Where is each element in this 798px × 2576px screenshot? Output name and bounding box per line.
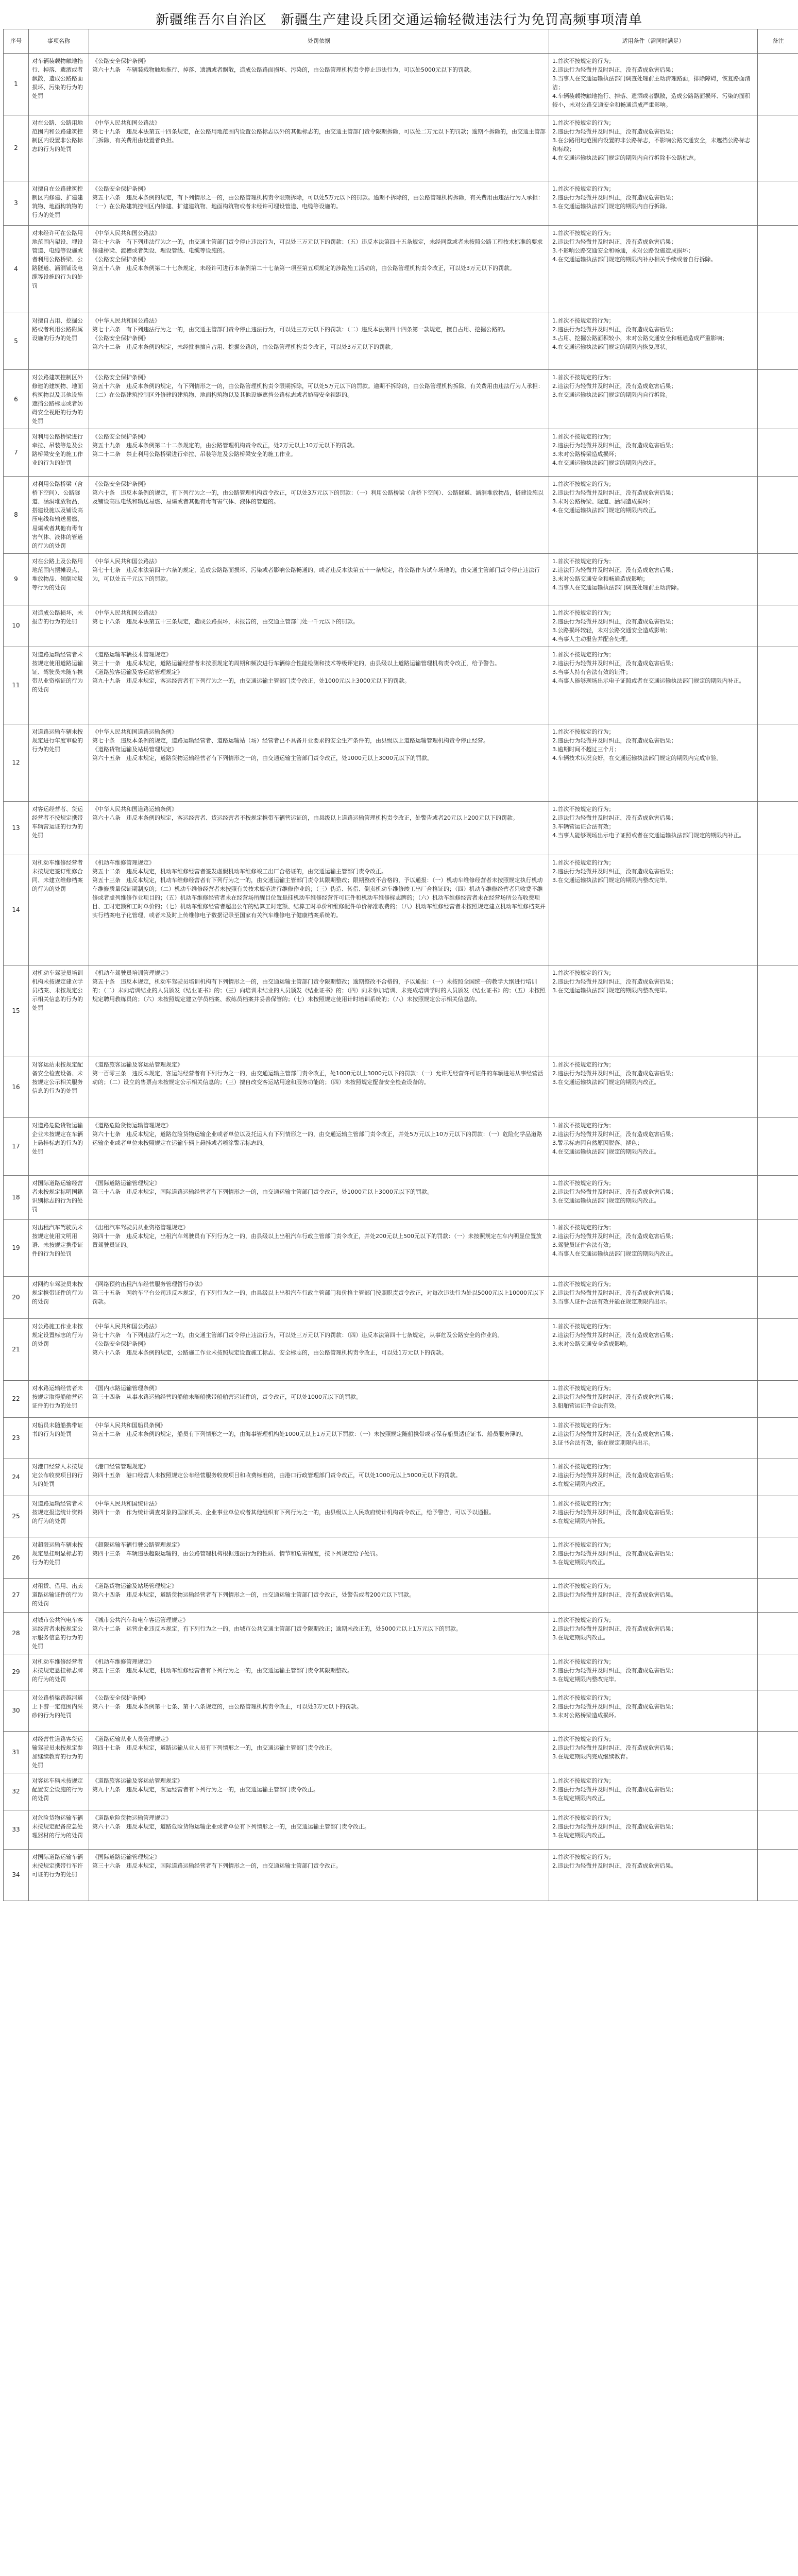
table-row (4, 647, 798, 724)
row-number: 20 (4, 1276, 29, 1318)
row-legal-basis: 《公路安全保护条例》 第六十条 违反本条例的规定，有下列行为之一的，由公路管理机构责令改正，可以处3万元以下的罚款：（一）利用公路桥梁（含桥下空间）、公路隧道、涵洞堆放物品，搭建设施以及铺设高压电线和输送易燃、易爆或者其他有毒有害气体、液体的管道的。 (89, 477, 549, 553)
table-row (4, 855, 798, 965)
row-note (758, 801, 798, 855)
row-legal-basis: 《国内水路运输管理条例》 第三十四条 从事水路运输经营的船舶未随船携带船舶营运证件的，责令改正，可以处1000元以下的罚款。 (89, 1380, 549, 1417)
row-conditions: 1.首次不按规定的行为； 2.违法行为轻微并及时纠正，没有造成危害后果。 (549, 1578, 758, 1612)
row-number: 2 (4, 115, 29, 181)
row-legal-basis: 《中华人民共和国道路运输条例》 第六十八条 违反本条例的规定，客运经营者、货运经营者不按规定携带车辆营运证的，由县级以上道路运输管理机构责令改正，处警告或者20元以上200元以下的罚款。 (89, 801, 549, 855)
row-note (758, 181, 798, 226)
table-row (4, 1732, 798, 1773)
row-legal-basis: 《道路运输车辆技术管理规定》 第三十一条 违反本规定，道路运输经营者未按照规定的周期和频次进行车辆综合性能检测和技术等级评定的，由县级以上道路运输管理机构责令改正，给予警告。 《道路旅客运输及客运站管理规定》 第九十九条 违反本规定，客运经营者有下列行为之一的，由交通运输主管部门责令改正，处1000元以上3000元以下的罚款。 (89, 647, 549, 724)
row-note (758, 1459, 798, 1496)
row-note (758, 313, 798, 370)
row-note (758, 226, 798, 313)
row-conditions: 1.首次不按规定的行为； 2.违法行为轻微并及时纠正，没有造成危害后果； 3.未对公路交通安全造成影响。 (549, 1318, 758, 1380)
row-item-name: 对国际道路运输车辆未按规定携带行车许可证的行为的处罚 (29, 1850, 89, 1901)
row-note (758, 1810, 798, 1850)
row-note (758, 1318, 798, 1380)
row-item-name: 对车辆装载物触地拖行、掉落、遗洒或者飘散，造成公路路面损坏、污染的行为的处罚 (29, 54, 89, 115)
row-conditions: 1.首次不按规定的行为； 2.违法行为轻微并及时纠正，没有造成危害后果； 3.在公路用地范围内设置的非公路标志，不影响公路交通安全，未遮挡公路标志和标线； 4.在交通运输执法部门规定的期限内自行拆除非公路标志。 (549, 115, 758, 181)
table-row (4, 1057, 798, 1117)
row-note (758, 1654, 798, 1690)
row-item-name: 对危险货物运输车辆未按规定配备应急处理器材的行为的处罚 (29, 1810, 89, 1850)
table-row (4, 965, 798, 1057)
row-legal-basis: 《道路旅客运输及客运站管理规定》 第九十九条 违反本规定，客运经营者有下列行为之一的，由交通运输主管部门责令改正。 (89, 1773, 549, 1810)
row-legal-basis: 《道路旅客运输及客运站管理规定》 第一百零三条 违反本规定，客运站经营者有下列行为之一的，由交通运输主管部门责令改正，处1000元以上3000元以下的罚款：（一）允许无经营许可证件的车辆进站从事经营活动的；（二）设立的售票点未按规定公示相关信息的；（三）擅自改变客运站用途和服务功能的；（四）未按照规定配备安全检查设备的。 (89, 1057, 549, 1117)
row-legal-basis: 《中华人民共和国公路法》 第七十八条 违反本法第五十三条规定，造成公路损坏，未报告的，由交通主管部门处一千元以下的罚款。 (89, 605, 549, 647)
row-note (758, 1537, 798, 1578)
header-no: 序号 (4, 29, 29, 54)
row-legal-basis: 《超限运输车辆行驶公路管理规定》 第四十三条 车辆违法超限运输的，由公路管理机构根据违法行为的性质、情节和危害程度，按下列规定给予处罚。 (89, 1537, 549, 1578)
table-row (4, 1690, 798, 1732)
row-number: 19 (4, 1219, 29, 1276)
row-conditions: 1.首次不按规定的行为； 2.违法行为轻微并及时纠正，没有造成危害后果； 3.在规定期限内改正。 (549, 1537, 758, 1578)
row-conditions: 1.首次不按规定的行为； 2.违法行为轻微并及时纠正，没有造成危害后果。 (549, 1850, 758, 1901)
row-legal-basis: 《中华人民共和国公路法》 第七十七条 违反本法第四十六条的规定，造成公路路面损坏、污染或者影响公路畅通的，或者违反本法第五十一条规定，将公路作为试车场地的，由交通主管部门责令停止违法行为，可以处五千元以下的罚款。 (89, 553, 549, 605)
row-item-name: 对客运站未按规定配备安全检查设备、未按规定公示相关服务信息的行为的处罚 (29, 1057, 89, 1117)
row-number: 24 (4, 1459, 29, 1496)
row-item-name: 对经营性道路客货运输驾驶员未按规定参加继续教育的行为的处罚 (29, 1732, 89, 1773)
row-note (758, 605, 798, 647)
row-item-name: 对国际道路运输经营者未按规定标明国籍识别标志的行为的处罚 (29, 1175, 89, 1219)
row-item-name: 对在公路上及公路用地范围内摆摊设点、堆放物品、倾倒垃圾等行为的处罚 (29, 553, 89, 605)
row-note (758, 1850, 798, 1901)
row-note (758, 477, 798, 553)
row-note (758, 1496, 798, 1537)
row-number: 9 (4, 553, 29, 605)
row-note (758, 1612, 798, 1654)
row-item-name: 对港口经营人未按规定公布收费项目的行为的处罚 (29, 1459, 89, 1496)
row-conditions: 1.首次不按规定的行为； 2.违法行为轻微并及时纠正，没有造成危害后果； 3.逾期时间不超过三个月； 4.车辆技术状况良好，在交通运输执法部门规定的期限内完成审验。 (549, 724, 758, 801)
row-legal-basis: 《道路危险货物运输管理规定》 第六十七条 违反本规定，道路危险货物运输企业或者单位以及托运人有下列情形之一的，由交通运输主管部门责令改正，并处5万元以上10万元以下的罚款：（一）危险化学品道路运输企业或者单位未按照规定在运输车辆上悬挂或者喷涂警示标志的。 (89, 1117, 549, 1175)
row-number: 12 (4, 724, 29, 801)
row-note (758, 1117, 798, 1175)
header-basis: 处罚依据 (89, 29, 549, 54)
table-header-row (4, 29, 798, 54)
row-legal-basis: 《公路安全保护条例》 第五十九条 违反本条例第二十二条规定的，由公路管理机构责令改正，处2万元以上10万元以下的罚款。 第二十二条 禁止利用公路桥梁进行牵拉、吊装等危及公路桥梁安全的施工作业。 (89, 429, 549, 477)
row-number: 28 (4, 1612, 29, 1654)
row-item-name: 对在公路、公路用地范围内和公路建筑控制区内设置非公路标志的行为的处罚 (29, 115, 89, 181)
row-item-name: 对利用公路桥梁进行牵拉、吊装等危及公路桥梁安全的施工作业的行为的处罚 (29, 429, 89, 477)
row-number: 22 (4, 1380, 29, 1417)
row-note (758, 1175, 798, 1219)
row-legal-basis: 《国际道路运输管理规定》 第三十八条 违反本规定，国际道路运输经营者有下列情形之一的，由交通运输主管部门责令改正，处1000元以上3000元以下的罚款。 (89, 1175, 549, 1219)
row-number: 17 (4, 1117, 29, 1175)
row-number: 23 (4, 1417, 29, 1459)
row-conditions: 1.首次不按规定的行为； 2.违法行为轻微并及时纠正，没有造成危害后果； 3.未对公路桥梁造成损坏； 4.在交通运输执法部门规定的期限内改正。 (549, 429, 758, 477)
row-conditions: 1.首次不按规定的行为； 2.违法行为轻微并及时纠正，没有造成危害后果； 3.当事人在交通运输执法部门调查处理前主动清理路面，排除障碍，恢复路面清洁； 4.车辆装载物触地拖行、掉落、遗洒或者飘散，造成公路路面损坏、污染的面积较小，未对公路交通安全和畅通造成严重影响。 (549, 54, 758, 115)
row-note (758, 965, 798, 1057)
row-legal-basis: 《中华人民共和国统计法》 第四十一条 作为统计调查对象的国家机关、企业事业单位或者其他组织有下列行为之一的，由县级以上人民政府统计机构责令改正，给予警告，可以予以通报。 (89, 1496, 549, 1537)
table-row (4, 1459, 798, 1496)
table-row (4, 1318, 798, 1380)
row-item-name: 对超限运输车辆未按规定悬挂明显标志的行为的处罚 (29, 1537, 89, 1578)
row-legal-basis: 《公路安全保护条例》 第六十九条 车辆装载物触地拖行、掉落、遗洒或者飘散，造成公路路面损坏、污染的，由公路管理机构责令停止违法行为，可以处5000元以下的罚款。 (89, 54, 549, 115)
row-number: 27 (4, 1578, 29, 1612)
row-conditions: 1.首次不按规定的行为； 2.违法行为轻微并及时纠正，没有造成危害后果； 3.在规定期限内改正。 (549, 1810, 758, 1850)
table-row (4, 1810, 798, 1850)
row-number: 34 (4, 1850, 29, 1901)
table-body (4, 54, 798, 1901)
row-legal-basis: 《公路安全保护条例》 第六十一条 违反本条例第十七条、第十八条规定的，由公路管理机构责令改正，可以处3万元以下的罚款。 (89, 1690, 549, 1732)
row-conditions: 1.首次不按规定的行为； 2.违法行为轻微并及时纠正，没有造成危害后果； 3.在规定期限内补报。 (549, 1496, 758, 1537)
row-conditions: 1.首次不按规定的行为； 2.违法行为轻微并及时纠正，没有造成危害后果； 3.在规定期限内整改完毕。 (549, 1654, 758, 1690)
row-conditions: 1.首次不按规定的行为； 2.违法行为轻微并及时纠正，没有造成危害后果； 3.在交通运输执法部门规定的期限内整改完毕。 (549, 855, 758, 965)
row-conditions: 1.首次不按规定的行为； 2.违法行为轻微并及时纠正，没有造成危害后果； 3.证书合法有效，能在规定期限内出示。 (549, 1417, 758, 1459)
row-legal-basis: 《中华人民共和国公路法》 第七十九条 违反本法第五十四条规定，在公路用地范围内设置公路标志以外的其他标志的，由交通主管部门责令限期拆除，可以处二万元以下的罚款；逾期不拆除的，由交通主管部门拆除，有关费用由设置者负担。 (89, 115, 549, 181)
row-item-name: 对机动车维修经营者未按规定签订维修合同、未建立维修档案的行为的处罚 (29, 855, 89, 965)
row-note (758, 1417, 798, 1459)
row-item-name: 对公路施工作业未按规定设置标志的行为的处罚 (29, 1318, 89, 1380)
row-note (758, 370, 798, 429)
row-number: 15 (4, 965, 29, 1057)
row-conditions: 1.首次不按规定的行为； 2.违法行为轻微并及时纠正，没有造成危害后果； 3.在规定期限内改正。 (549, 1773, 758, 1810)
table-row (4, 226, 798, 313)
row-conditions: 1.首次不按规定的行为； 2.违法行为轻微并及时纠正，没有造成危害后果； 3.当事人证件合法有效并能在规定期限内出示。 (549, 1276, 758, 1318)
row-conditions: 1.首次不按规定的行为； 2.违法行为轻微并及时纠正，没有造成危害后果； 3.车辆营运证合法有效； 4.当事人能够现场出示电子证照或者在交通运输执法部门规定的期限内补正。 (549, 801, 758, 855)
row-legal-basis: 《网络预约出租汽车经营服务管理暂行办法》 第三十五条 网约车平台公司违反本规定，有下列行为之一的，由县级以上出租汽车行政主管部门和价格主管部门按照职责责令改正，对每次违法行为处以5000元以上10000元以下罚款。 (89, 1276, 549, 1318)
row-number: 4 (4, 226, 29, 313)
row-note (758, 1380, 798, 1417)
row-item-name: 对公路建筑控制区外修建的建筑物、地面构筑物以及其他设施遮挡公路标志或者妨碍安全视距的行为的处罚 (29, 370, 89, 429)
table-row (4, 724, 798, 801)
table-row (4, 54, 798, 115)
row-legal-basis: 《中华人民共和国船员条例》 第五十二条 违反本条例的规定，船员有下列情形之一的，由海事管理机构处1000元以上1万元以下罚款：（一）未按照规定随船携带或者保存船员适任证书、船员服务簿的。 (89, 1417, 549, 1459)
row-number: 10 (4, 605, 29, 647)
row-legal-basis: 《中华人民共和国公路法》 第七十六条 有下列违法行为之一的，由交通主管部门责令停止违法行为，可以处三万元以下的罚款：（五）违反本法第四十五条规定，未经同意或者未按照公路工程技术标准的要求修建桥梁、渡槽或者架设、埋设管线、电缆等设施的。 《公路安全保护条例》 第五十八条 违反本条例第二十七条规定，未经许可进行本条例第二十七条第一项至第五项规定的涉路施工活动的，由公路管理机构责令改正，可以处3万元以下的罚款。 (89, 226, 549, 313)
row-number: 32 (4, 1773, 29, 1810)
row-note (758, 724, 798, 801)
table-row (4, 1850, 798, 1901)
row-legal-basis: 《国际道路运输管理规定》 第三十六条 违反本规定，国际道路运输经营者有下列情形之一的，由交通运输主管部门责令改正。 (89, 1850, 549, 1901)
row-number: 5 (4, 313, 29, 370)
table-row (4, 1537, 798, 1578)
row-number: 13 (4, 801, 29, 855)
row-item-name: 对网约车驾驶员未按规定携带证件的行为的处罚 (29, 1276, 89, 1318)
row-number: 6 (4, 370, 29, 429)
row-conditions: 1.首次不按规定的行为； 2.违法行为轻微并及时纠正，没有造成危害后果； 3.当事人持有合法有效的证件； 4.当事人能够现场出示电子证照或者在交通运输执法部门规定的期限内补正。 (549, 647, 758, 724)
row-number: 18 (4, 1175, 29, 1219)
header-name: 事项名称 (29, 29, 89, 54)
row-legal-basis: 《港口经营管理规定》 第四十五条 港口经营人未按照规定公布经营服务收费项目和收费标准的，由港口行政管理部门责令改正，可以处1000元以上5000元以下的罚款。 (89, 1459, 549, 1496)
row-note (758, 1773, 798, 1810)
row-legal-basis: 《中华人民共和国公路法》 第七十六条 有下列违法行为之一的，由交通主管部门责令停止违法行为，可以处三万元以下的罚款：（二）违反本法第四十四条第一款规定，擅自占用、挖掘公路的。 《公路安全保护条例》 第六十二条 违反本条例的规定，未经批准擅自占用、挖掘公路的，由公路管理机构责令改正，可以处3万元以下的罚款。 (89, 313, 549, 370)
row-conditions: 1.首次不按规定的行为； 2.违法行为轻微并及时纠正，没有造成危害后果； 3.在交通运输执法部门规定的期限内改正。 (549, 1057, 758, 1117)
table-row (4, 801, 798, 855)
row-legal-basis: 《道路运输从业人员管理规定》 第四十七条 违反本规定，道路运输从业人员有下列情形之一的，由交通运输主管部门责令改正。 (89, 1732, 549, 1773)
row-note (758, 1732, 798, 1773)
table-row (4, 605, 798, 647)
table-row (4, 1380, 798, 1417)
row-note (758, 647, 798, 724)
row-legal-basis: 《机动车驾驶员培训管理规定》 第五十条 违反本规定，机动车驾驶员培训机构有下列情形之一的，由交通运输主管部门责令限期整改；逾期整改不合格的，予以通报：（一）未按照全国统一的教学大纲进行培训的；（二）未向培训结业的人员颁发《结业证书》的；（三）向培训未结业的人员颁发《结业证书》的；（四）向未参加培训、未完成培训学时的人员颁发《结业证书》的；（五）未按照规定聘用教练员的；（六）未按照规定建立学员档案、教练员档案并妥善保管的；（七）未按照规定使用计时培训系统的；（八）未按照规定公示相关信息的。 (89, 965, 549, 1057)
table-row (4, 370, 798, 429)
row-number: 8 (4, 477, 29, 553)
row-item-name: 对擅自在公路建筑控制区内修建、扩建建筑物、地面构筑物的行为的处罚 (29, 181, 89, 226)
row-legal-basis: 《城市公共汽车和电车客运管理规定》 第六十二条 运营企业违反本规定，有下列行为之一的，由城市公共交通主管部门责令限期改正；逾期未改正的，处5000元以上1万元以下的罚款。 (89, 1612, 549, 1654)
row-conditions: 1.首次不按规定的行为； 2.违法行为轻微并及时纠正，没有造成危害后果； 3.不影响公路交通安全和畅通，未对公路设施造成损坏； 4.在交通运输执法部门规定的期限内补办相关手续或者自行拆除。 (549, 226, 758, 313)
table-row (4, 1417, 798, 1459)
row-item-name: 对机动车驾驶员培训机构未按规定建立学员档案、未按规定公示相关信息的行为的处罚 (29, 965, 89, 1057)
table-row (4, 1654, 798, 1690)
row-item-name: 对城市公共汽电车客运经营者未按规定公示服务信息的行为的处罚 (29, 1612, 89, 1654)
row-legal-basis: 《机动车维修管理规定》 第五十三条 违反本规定，机动车维修经营者有下列行为之一的，由交通运输主管部门责令其限期整改。 (89, 1654, 549, 1690)
row-note (758, 1057, 798, 1117)
row-item-name: 对造成公路损坏，未报告的行为的处罚 (29, 605, 89, 647)
table-row (4, 1219, 798, 1276)
table-row (4, 1578, 798, 1612)
row-number: 14 (4, 855, 29, 965)
row-item-name: 对未经许可在公路用地范围内架设、埋设管道、电缆等设施或者利用公路桥梁、公路隧道、涵洞铺设电缆等设施的行为的处罚 (29, 226, 89, 313)
row-number: 25 (4, 1496, 29, 1537)
table-row (4, 1496, 798, 1537)
header-note: 备注 (758, 29, 798, 54)
document-title: 新疆维吾尔自治区 新疆生产建设兵团交通运输轻微违法行为免罚高频事项清单 (155, 12, 642, 28)
row-legal-basis: 《中华人民共和国公路法》 第七十六条 有下列违法行为之一的，由交通主管部门责令停止违法行为，可以处三万元以下的罚款：（四）违反本法第四十七条规定，从事危及公路安全的作业的。 《公路安全保护条例》 第六十八条 违反本条例的规定，公路施工作业未按照规定设置施工标志、安全标志的，由公路管理机构责令改正，可以处1万元以下的罚款。 (89, 1318, 549, 1380)
row-legal-basis: 《机动车维修管理规定》 第五十二条 违反本规定，机动车维修经营者签发虚假机动车维修竣工出厂合格证的，由交通运输主管部门责令改正。 第五十三条 违反本规定，机动车维修经营者有下列行为之一的，由交通运输主管部门责令其限期整改；限期整改不合格的，予以通报：（一）机动车维修经营者未按照规定执行机动车维修质量保证期制度的；（二）机动车维修经营者未按照有关技术规范进行维修作业的；（三）伪造、转借、倒卖机动车维修竣工出厂合格证的；（四）机动车维修经营者只收费不维修或者虚列维修作业项目的；（五）机动车维修经营者未在经营场所醒目位置悬挂机动车维修经营许可证件和机动车维修标志牌的；（六）机动车维修经营者未在经营场所公布收费项目、工时定额和工时单价的；（七）机动车维修经营者超出公布的结算工时定额、结算工时单价和维修配件单价标准收费的；（八）机动车维修经营者未按照规定建立机动车维修档案并实行档案电子化管理，或者未及时上传维修电子数据记录至国家有关汽车维修电子健康档案系统的。 (89, 855, 549, 965)
row-item-name: 对道路运输车辆未按规定进行年度审验的行为的处罚 (29, 724, 89, 801)
row-note (758, 553, 798, 605)
row-note (758, 855, 798, 965)
row-conditions: 1.首次不按规定的行为； 2.违法行为轻微并及时纠正，没有造成危害后果； 3.在交通运输执法部门规定的期限内自行拆除。 (549, 181, 758, 226)
row-conditions: 1.首次不按规定的行为； 2.违法行为轻微并及时纠正，没有造成危害后果； 3.警示标志因自然原因脱落、褪色； 4.在交通运输执法部门规定的期限内改正。 (549, 1117, 758, 1175)
penalty-exemption-table (3, 29, 798, 1901)
table-row (4, 553, 798, 605)
row-number: 30 (4, 1690, 29, 1732)
row-note (758, 115, 798, 181)
row-item-name: 对客运经营者、货运经营者不按规定携带车辆营运证的行为的处罚 (29, 801, 89, 855)
row-item-name: 对道路运输经营者未按规定报送统计资料的行为的处罚 (29, 1496, 89, 1537)
row-legal-basis: 《出租汽车驾驶员从业资格管理规定》 第四十一条 违反本规定，出租汽车驾驶员有下列行为之一的，由县级以上出租汽车行政主管部门责令改正，并处200元以上500元以下的罚款：（一）未按照规定在车内明显位置放置驾驶员证的。 (89, 1219, 549, 1276)
table-row (4, 1773, 798, 1810)
table-row (4, 1612, 798, 1654)
row-number: 16 (4, 1057, 29, 1117)
row-number: 21 (4, 1318, 29, 1380)
row-item-name: 对租赁、借用、出卖道路运输证件的行为的处罚 (29, 1578, 89, 1612)
row-item-name: 对道路危险货物运输企业未按规定在车辆上悬挂标志的行为的处罚 (29, 1117, 89, 1175)
table-row (4, 313, 798, 370)
row-item-name: 对利用公路桥梁（含桥下空间）、公路隧道、涵洞堆放物品，搭建设施以及铺设高压电线和输送易燃、易爆或者其他有毒有害气体、液体的管道的行为的处罚 (29, 477, 89, 553)
row-conditions: 1.首次不按规定的行为； 2.违法行为轻微并及时纠正，没有造成危害后果； 3.未对公路桥梁、隧道、涵洞造成损坏； 4.在交通运输执法部门规定的期限内改正。 (549, 477, 758, 553)
row-conditions: 1.首次不按规定的行为； 2.违法行为轻微并及时纠正，没有造成危害后果； 3.驾驶员证件合法有效； 4.当事人在交通运输执法部门规定的期限内改正。 (549, 1219, 758, 1276)
row-number: 11 (4, 647, 29, 724)
row-conditions: 1.首次不按规定的行为； 2.违法行为轻微并及时纠正，没有造成危害后果； 3.在规定期限内完成继续教育。 (549, 1732, 758, 1773)
table-row (4, 1117, 798, 1175)
row-conditions: 1.首次不按规定的行为； 2.违法行为轻微并及时纠正，没有造成危害后果； 3.在规定期限内改正。 (549, 1612, 758, 1654)
row-legal-basis: 《道路货物运输及站场管理规定》 第六十四条 违反本规定，道路货物运输经营者有下列情形之一的，由交通运输主管部门责令改正，处警告或者200元以下罚款。 (89, 1578, 549, 1612)
row-note (758, 1578, 798, 1612)
row-legal-basis: 《公路安全保护条例》 第五十六条 违反本条例的规定，有下列情形之一的，由公路管理机构责令限期拆除，可以处5万元以下的罚款。逾期不拆除的，由公路管理机构拆除，有关费用由违法行为人承担：（二）在公路建筑控制区外修建的建筑物、地面构筑物以及其他设施遮挡公路标志或者妨碍安全视距的。 (89, 370, 549, 429)
row-conditions: 1.首次不按规定的行为； 2.违法行为轻微并及时纠正，没有造成危害后果； 3.未对公路交通安全和畅通造成影响； 4.当事人在交通运输执法部门调查处理前主动清除。 (549, 553, 758, 605)
row-note (758, 1690, 798, 1732)
row-item-name: 对道路运输经营者未按规定使用道路运输证、驾驶员未随车携带从业资格证的行为的处罚 (29, 647, 89, 724)
table-row (4, 181, 798, 226)
table-row (4, 1175, 798, 1219)
row-number: 33 (4, 1810, 29, 1850)
row-number: 1 (4, 54, 29, 115)
row-conditions: 1.首次不按规定的行为； 2.违法行为轻微并及时纠正，没有造成危害后果； 3.船舶营运证件合法有效。 (549, 1380, 758, 1417)
table-row (4, 115, 798, 181)
row-conditions: 1.首次不按规定的行为； 2.违法行为轻微并及时纠正，没有造成危害后果； 3.在交通运输执法部门规定的期限内自行拆除。 (549, 370, 758, 429)
table-row (4, 1276, 798, 1318)
row-item-name: 对船员未随船携带证书的行为的处罚 (29, 1417, 89, 1459)
row-number: 26 (4, 1537, 29, 1578)
row-item-name: 对公路桥梁跨越河道上下游一定范围内采砂的行为的处罚 (29, 1690, 89, 1732)
row-conditions: 1.首次不按规定的行为； 2.违法行为轻微并及时纠正，没有造成危害后果； 3.在交通运输执法部门规定的期限内整改完毕。 (549, 965, 758, 1057)
row-conditions: 1.首次不按规定的行为； 2.违法行为轻微并及时纠正，没有造成危害后果； 3.在交通运输执法部门规定的期限内改正。 (549, 1175, 758, 1219)
table-row (4, 477, 798, 553)
row-note (758, 54, 798, 115)
row-number: 29 (4, 1654, 29, 1690)
row-legal-basis: 《公路安全保护条例》 第五十六条 违反本条例的规定，有下列情形之一的，由公路管理机构责令限期拆除，可以处5万元以下的罚款。逾期不拆除的，由公路管理机构拆除，有关费用由违法行为人承担：（一）在公路建筑控制区内修建、扩建建筑物、地面构筑物或者未经许可埋设管道、电缆等设施的。 (89, 181, 549, 226)
row-legal-basis: 《中华人民共和国道路运输条例》 第七十条 违反本条例的规定，道路运输经营者、道路运输站（场）经营者已不具备开业要求的安全生产条件的，由县级以上道路运输管理机构责令停止经营。 《道路货物运输及站场管理规定》 第六十五条 违反本规定，道路货物运输经营者有下列情形之一的，由交通运输主管部门责令改正，处1000元以上3000元以下的罚款。 (89, 724, 549, 801)
row-note (758, 1276, 798, 1318)
row-conditions: 1.首次不按规定的行为； 2.违法行为轻微并及时纠正，没有造成危害后果； 3.未对公路桥梁造成损坏。 (549, 1690, 758, 1732)
row-conditions: 1.首次不按规定的行为； 2.违法行为轻微并及时纠正，没有造成危害后果； 3.公路损坏较轻，未对公路交通安全造成影响； 4.当事人主动报告并配合处理。 (549, 605, 758, 647)
row-number: 3 (4, 181, 29, 226)
row-note (758, 1219, 798, 1276)
row-number: 7 (4, 429, 29, 477)
row-item-name: 对客运车辆未按规定配置安全设施的行为的处罚 (29, 1773, 89, 1810)
row-conditions: 1.首次不按规定的行为； 2.违法行为轻微并及时纠正，没有造成危害后果； 3.占用、挖掘公路面积较小，未对公路交通安全和畅通造成严重影响； 4.在交通运输执法部门规定的期限内恢复原状。 (549, 313, 758, 370)
table-row (4, 429, 798, 477)
row-legal-basis: 《道路危险货物运输管理规定》 第六十八条 违反本规定，道路危险货物运输企业或者单位有下列情形之一的，由交通运输主管部门责令改正。 (89, 1810, 549, 1850)
row-conditions: 1.首次不按规定的行为； 2.违法行为轻微并及时纠正，没有造成危害后果； 3.在规定期限内改正。 (549, 1459, 758, 1496)
row-note (758, 429, 798, 477)
row-number: 31 (4, 1732, 29, 1773)
header-conditions: 适用条件（需同时满足） (549, 29, 758, 54)
row-item-name: 对机动车维修经营者未按规定悬挂标志牌的行为的处罚 (29, 1654, 89, 1690)
row-item-name: 对出租汽车驾驶员未按规定使用文明用语、未按规定携带证件的行为的处罚 (29, 1219, 89, 1276)
row-item-name: 对擅自占用、挖掘公路或者利用公路附属设施的行为的处罚 (29, 313, 89, 370)
row-item-name: 对水路运输经营者未按规定取得船舶营运证件的行为的处罚 (29, 1380, 89, 1417)
